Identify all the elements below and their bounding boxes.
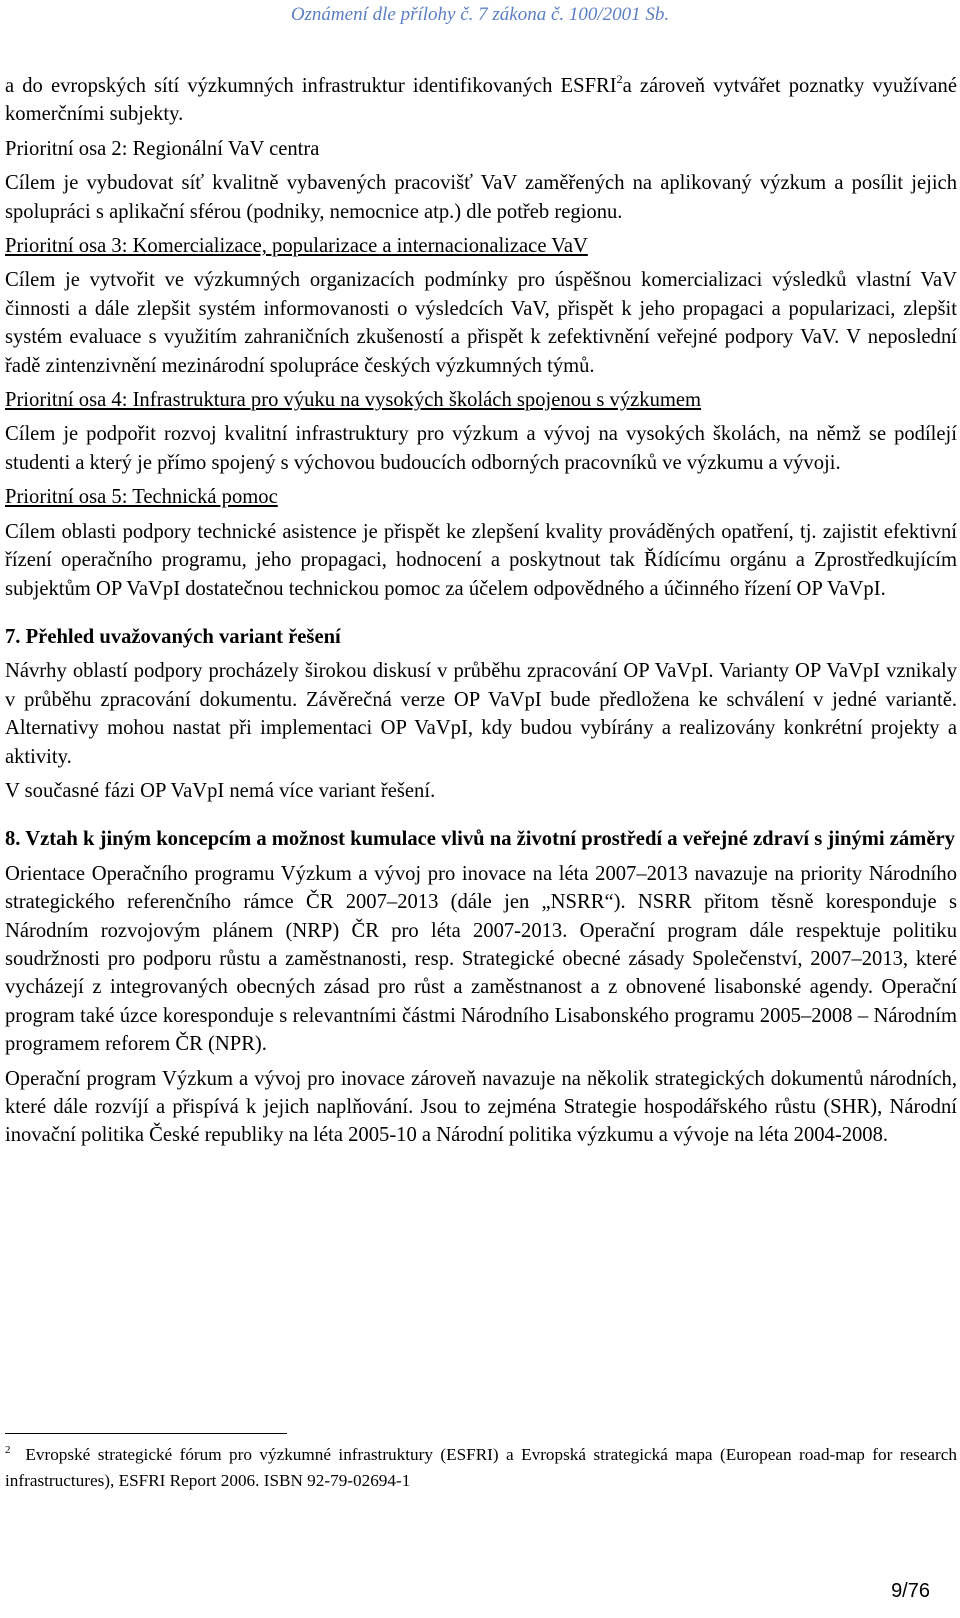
footnote-divider bbox=[5, 1433, 287, 1434]
footnote bbox=[5, 1442, 957, 1494]
page-number: 9/76 bbox=[891, 1580, 930, 1602]
footnote-ref: 2 bbox=[616, 72, 623, 86]
section7-title: 7. Přehled uvažovaných variant řešení bbox=[5, 625, 341, 648]
footnote-text: Evropské strategické fórum pro výzkumné infrastruktury (ESFRI) a Evropská strategická mapa (European road-map for research infrastructures), ESFRI Report 2006. ISBN 92-79-02694-1 bbox=[5, 1445, 958, 1490]
section7-paragraph-2: V současné fázi OP VaVpI nemá více variant řešení. bbox=[5, 779, 436, 802]
axis2-text: Cílem je vybudovat síť kvalitně vybavených pracovišť VaV zaměřených na aplikovaný výzkum a posílit jejich spolupráci s aplikační sférou (podniky, nemocnice atp.) dle potřeb regionu. bbox=[5, 172, 957, 223]
axis4-text: Cílem je podpořit rozvoj kvalitní infrastruktury pro výzkum a vývoj na vysokých školách, na němž se podílejí studenti a který je přímo spojený s výchovou budoucích odborných pracovníků ve výzkumu a vývoji. bbox=[5, 423, 957, 474]
intro-paragraph bbox=[5, 72, 957, 129]
intro-text-start: a do evropských sítí výzkumných infrastruktur identifikovaných ESFRI bbox=[5, 75, 617, 97]
intro-text-end: a zároveň vytvářet poznatky využívané komerčními subjekty. bbox=[5, 75, 957, 126]
footnote-number: 2 bbox=[5, 1444, 11, 1456]
axis5-text: Cílem oblasti podpory technické asistence je přispět ke zlepšení kvality prováděných opatření, tj. zajistit efektivní řízení operačního programu, jeho propagaci, hodnocení a poskytnout tak Řídícímu orgánu a Zprostředkujícím subjektům OP VaVpI dostatečnou technickou pomoc za účelem odpovědného a účinného řízení OP VaVpI. bbox=[5, 520, 957, 600]
axis2-title: Prioritní osa 2: Regionální VaV centra bbox=[5, 137, 320, 160]
axis4-title: Prioritní osa 4: Infrastruktura pro výuku na vysokých školách spojenou s výzkumem bbox=[5, 389, 702, 412]
axis3-text: Cílem je vytvořit ve výzkumných organizacích podmínky pro úspěšnou komercializaci výsledků vlastní VaV činnosti a dále zlepšit systém informovanosti o výsledcích VaV, přispět k jeho propagaci a popularizaci, zlepšit systém evaluace s využitím zahraničních zkušeností a přispět k zefektivnění veřejné podpory VaV. V neposlední řadě zintenzivnění mezinárodní spolupráce českých výzkumných týmů. bbox=[5, 269, 957, 377]
axis3-title: Prioritní osa 3: Komercializace, popularizace a internacionalizace VaV bbox=[5, 235, 588, 258]
document-body bbox=[5, 72, 957, 1156]
section8-paragraph-1: Orientace Operačního programu Výzkum a vývoj pro inovace na léta 2007–2013 navazuje na priority Národního strategického referenčního rámce ČR 2007–2013 (dále jen „NSRR“). NSRR přitom těsně koresponduje s Národním rozvojovým plánem (NRP) ČR pro léta 2007-2013. Operační program dále respektuje politiku soudržnosti pro podporu růstu a zaměstnanosti, resp. Strategické obecné zásady Společenství, 2007–2013, které vycházejí z integrovaných obecných zásad pro růst a zaměstnanost a z obnovené lisabonské agendy. Operační program také úzce koresponduje s relevantními částmi Národního Lisabonského programu 2005–2008 – Národním programem reforem ČR (NPR). bbox=[5, 862, 957, 1056]
axis5-title: Prioritní osa 5: Technická pomoc bbox=[5, 486, 278, 509]
section7-paragraph-1: Návrhy oblastí podpory procházely širokou diskusí v průběhu zpracování OP VaVpI. Varianty OP VaVpI vznikaly v průběhu zpracování dokumentu. Závěrečná verze OP VaVpI bude předložena ke schválení v jedné variantě. Alternativy mohou nastat při implementaci OP VaVpI, kdy budou vybírány a realizovány konkrétní projekty a aktivity. bbox=[5, 660, 957, 768]
section8-paragraph-2: Operační program Výzkum a vývoj pro inovace zároveň navazuje na několik strategických dokumentů národních, které dále rozvíjí a přispívá k jejich naplňování. Jsou to zejména Strategie hospodářského růstu (SHR), Národní inovační politika České republiky na léta 2005-10 a Národní politika výzkumu a vývoje na léta 2004-2008. bbox=[5, 1067, 957, 1147]
section8-title: 8. Vztah k jiným koncepcím a možnost kumulace vlivů na životní prostředí a veřejné zdraví s jinými záměry bbox=[5, 828, 955, 851]
page-header: Oznámení dle přílohy č. 7 zákona č. 100/2001 Sb. bbox=[290, 4, 670, 25]
